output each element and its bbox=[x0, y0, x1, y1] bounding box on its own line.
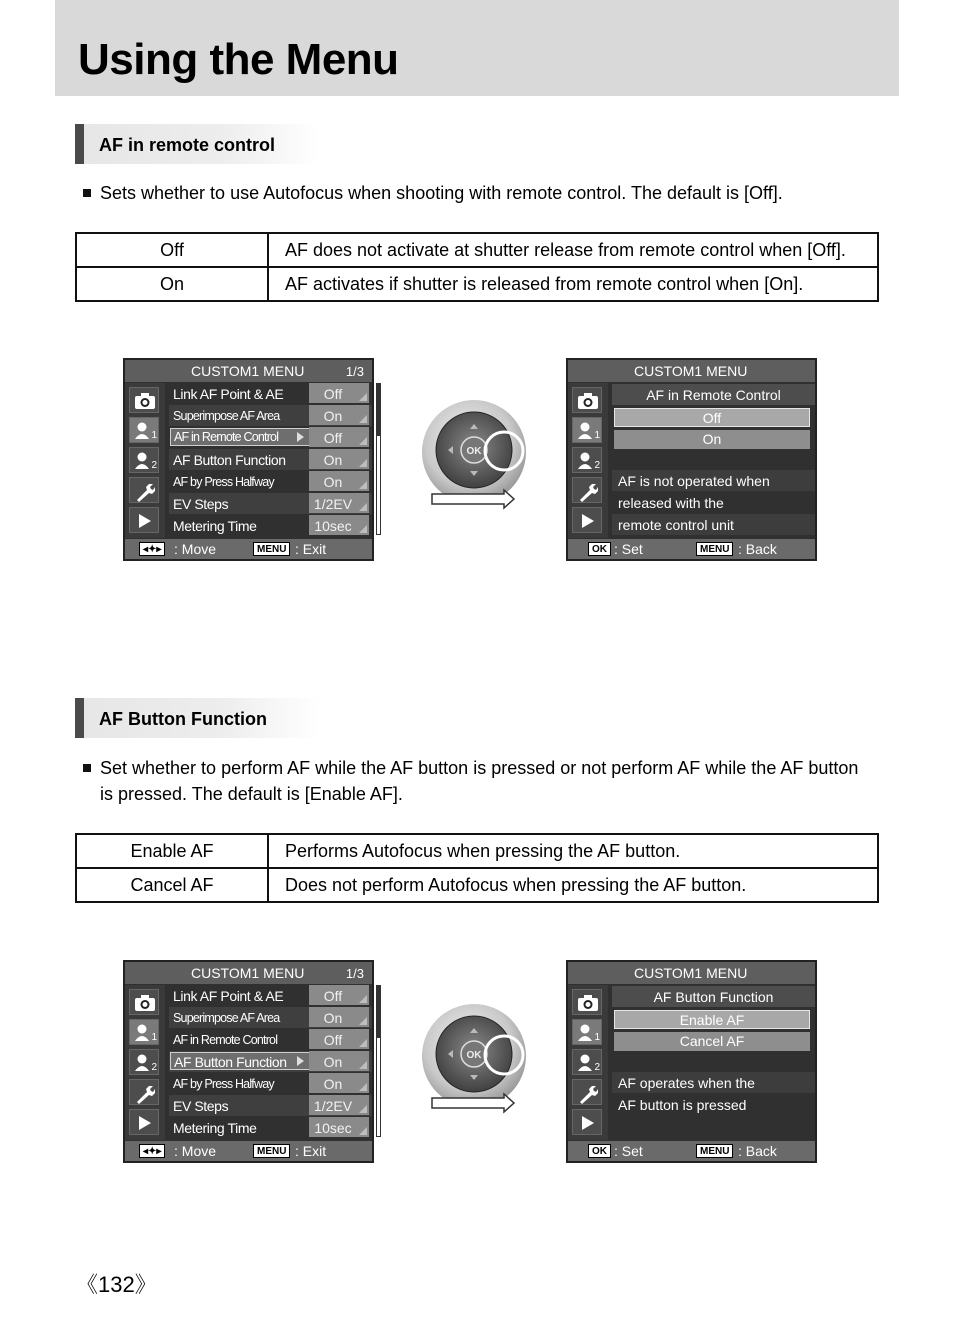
footer-move-label: : Move bbox=[174, 1143, 217, 1159]
table-row bbox=[76, 267, 878, 301]
page-title: Using the Menu bbox=[78, 35, 399, 84]
navigate-arrows-icon: ◂✦▸ bbox=[139, 1144, 165, 1158]
menu-item[interactable] bbox=[169, 493, 372, 514]
ok-dial-right-icon bbox=[418, 396, 538, 516]
menu-item-label: AF Button Function bbox=[173, 452, 286, 468]
menu-item-value-box bbox=[309, 427, 369, 447]
options-table bbox=[75, 833, 879, 903]
bullet-square-icon bbox=[83, 189, 91, 197]
menu-category-sidebar bbox=[125, 383, 165, 538]
section-heading-af-button bbox=[75, 698, 320, 738]
bullet-paragraph bbox=[83, 180, 883, 206]
menu-item[interactable] bbox=[169, 1117, 372, 1138]
svg-text:OK: OK bbox=[466, 446, 482, 457]
menu-item-value: 10sec bbox=[314, 1120, 352, 1136]
wrench-icon[interactable] bbox=[572, 477, 602, 503]
menu-item-value: Off bbox=[323, 386, 343, 402]
menu-item-value: Off bbox=[323, 988, 343, 1004]
menu-item-value: On bbox=[323, 1076, 343, 1092]
corner-triangle-icon bbox=[359, 459, 367, 467]
chevron-right-icon bbox=[297, 432, 304, 442]
menu-page-indicator: 1/3 bbox=[345, 364, 364, 379]
menu-item-value: Off bbox=[323, 1032, 343, 1048]
menu-item-value: 1/2EV bbox=[313, 1098, 353, 1114]
option-description: AF activates if shutter is released from remote control when [On]. bbox=[268, 267, 878, 301]
menu-item-label: Link AF Point & AE bbox=[173, 386, 284, 402]
menu-item-label: Metering Time bbox=[173, 518, 257, 534]
menu-footer bbox=[568, 1141, 815, 1161]
menu-key-icon: MENU bbox=[696, 542, 733, 556]
camera-submenu-screen bbox=[566, 960, 817, 1163]
menu-item-label: AF by Press Halfway bbox=[173, 475, 274, 489]
submenu-title: AF Button Function bbox=[612, 986, 815, 1007]
menu-item[interactable] bbox=[169, 1051, 372, 1072]
bullet-paragraph bbox=[83, 755, 873, 807]
footer-exit-label: : Exit bbox=[295, 1143, 327, 1159]
menu-item[interactable] bbox=[169, 985, 372, 1006]
menu-title: CUSTOM1 MENU bbox=[634, 965, 748, 981]
option-key: Enable AF bbox=[76, 834, 268, 868]
camera-icon[interactable] bbox=[129, 387, 159, 413]
camera-menu-screen bbox=[123, 960, 374, 1163]
option-description: Does not perform Autofocus when pressing the AF button. bbox=[268, 868, 878, 902]
footer-set-label: : Set bbox=[614, 541, 643, 557]
submenu-option[interactable]: On bbox=[614, 430, 810, 449]
menu-item-label: AF in Remote Control bbox=[173, 1033, 278, 1047]
custom1-person-icon[interactable] bbox=[572, 1019, 602, 1045]
menu-title-bar bbox=[568, 360, 815, 382]
menu-item-label: Superimpose AF Area bbox=[173, 1011, 280, 1025]
page-number: 《132》 bbox=[76, 1272, 157, 1297]
menu-footer bbox=[125, 539, 372, 559]
category-number: 2 bbox=[594, 460, 600, 471]
category-number: 2 bbox=[151, 1062, 157, 1073]
wrench-icon[interactable] bbox=[129, 1079, 159, 1105]
option-key: On bbox=[76, 267, 268, 301]
menu-category-sidebar bbox=[125, 985, 165, 1140]
ok-key-icon: OK bbox=[588, 1144, 611, 1158]
option-description: Performs Autofocus when pressing the AF button. bbox=[268, 834, 878, 868]
custom2-person-icon[interactable] bbox=[572, 1049, 602, 1075]
submenu-description-line: AF operates when the bbox=[612, 1072, 815, 1093]
menu-item[interactable] bbox=[169, 427, 372, 448]
play-icon[interactable] bbox=[129, 507, 159, 533]
svg-text:OK: OK bbox=[466, 1050, 482, 1061]
menu-item-label: Link AF Point & AE bbox=[173, 988, 284, 1004]
ok-dial-right-icon bbox=[418, 1000, 538, 1120]
menu-title-bar bbox=[125, 360, 372, 382]
corner-triangle-icon bbox=[359, 1083, 367, 1091]
menu-item-value: On bbox=[323, 474, 343, 490]
menu-page-indicator: 1/3 bbox=[345, 966, 364, 981]
menu-title-bar bbox=[568, 962, 815, 984]
footer-exit-label: : Exit bbox=[295, 541, 327, 557]
menu-item-value-box bbox=[309, 1073, 369, 1093]
page-header bbox=[55, 0, 899, 96]
menu-title: CUSTOM1 MENU bbox=[634, 363, 748, 379]
menu-item[interactable] bbox=[169, 1007, 372, 1028]
category-number: 2 bbox=[151, 460, 157, 471]
submenu-description-line: AF is not operated when bbox=[612, 470, 815, 491]
options-table bbox=[75, 232, 879, 302]
play-icon[interactable] bbox=[572, 507, 602, 533]
menu-item[interactable] bbox=[169, 471, 372, 492]
menu-item-label: AF by Press Halfway bbox=[173, 1077, 274, 1091]
menu-title-bar bbox=[125, 962, 372, 984]
submenu-description-line: released with the bbox=[618, 495, 724, 511]
custom2-person-icon[interactable] bbox=[129, 447, 159, 473]
menu-item-value-box bbox=[309, 383, 369, 403]
menu-title: CUSTOM1 MENU bbox=[191, 965, 305, 981]
menu-item[interactable] bbox=[169, 1095, 372, 1116]
corner-triangle-icon bbox=[359, 1039, 367, 1047]
submenu-title: AF in Remote Control bbox=[612, 384, 815, 405]
custom1-person-icon[interactable] bbox=[129, 417, 159, 443]
menu-item[interactable] bbox=[169, 449, 372, 470]
menu-item-value: On bbox=[323, 1010, 343, 1026]
corner-triangle-icon bbox=[359, 481, 367, 489]
camera-icon[interactable] bbox=[129, 989, 159, 1015]
menu-item[interactable] bbox=[169, 1029, 372, 1050]
submenu-option[interactable]: Cancel AF bbox=[614, 1032, 810, 1051]
corner-triangle-icon bbox=[359, 1061, 367, 1069]
option-key: Cancel AF bbox=[76, 868, 268, 902]
menu-item-value-box bbox=[309, 985, 369, 1005]
menu-item[interactable] bbox=[169, 515, 372, 536]
menu-item-label: AF Button Function bbox=[170, 1052, 310, 1070]
menu-item-value: 10sec bbox=[314, 518, 352, 534]
bullet-square-icon bbox=[83, 764, 91, 772]
menu-item-value-box bbox=[309, 1117, 369, 1137]
navigate-arrows-icon: ◂✦▸ bbox=[139, 542, 165, 556]
corner-triangle-icon bbox=[359, 503, 367, 511]
custom2-person-icon[interactable] bbox=[129, 1049, 159, 1075]
submenu-description-line: remote control unit bbox=[612, 514, 815, 535]
menu-footer bbox=[568, 539, 815, 559]
menu-item-value-box bbox=[309, 449, 369, 469]
menu-item-value: 1/2EV bbox=[313, 496, 353, 512]
option-description: AF does not activate at shutter release from remote control when [Off]. bbox=[268, 233, 878, 267]
menu-item-value-box bbox=[309, 471, 369, 491]
category-number: 1 bbox=[594, 430, 600, 441]
scrollbar bbox=[376, 383, 381, 535]
category-number: 1 bbox=[594, 1032, 600, 1043]
chevron-right-icon bbox=[297, 1056, 304, 1066]
menu-item[interactable] bbox=[169, 383, 372, 404]
custom1-person-icon[interactable] bbox=[572, 417, 602, 443]
section-heading-text: AF in remote control bbox=[99, 135, 276, 155]
footer-back-label: : Back bbox=[738, 1143, 777, 1159]
custom1-person-icon[interactable] bbox=[129, 1019, 159, 1045]
camera-icon[interactable] bbox=[572, 989, 602, 1015]
menu-item-label: Superimpose AF Area bbox=[173, 409, 280, 423]
corner-triangle-icon bbox=[359, 415, 367, 423]
menu-item-value-box bbox=[309, 1029, 369, 1049]
corner-triangle-icon bbox=[359, 437, 367, 445]
menu-item-value: On bbox=[323, 1054, 343, 1070]
menu-item[interactable] bbox=[169, 405, 372, 426]
menu-item-value-box bbox=[309, 405, 369, 425]
corner-triangle-icon bbox=[359, 1105, 367, 1113]
bullet-text: Sets whether to use Autofocus when shooting with remote control. The default is [Off]. bbox=[100, 183, 783, 203]
corner-triangle-icon bbox=[359, 1127, 367, 1135]
ok-key-icon: OK bbox=[588, 542, 611, 556]
menu-item-value-box bbox=[309, 1095, 369, 1115]
menu-item-value: Off bbox=[323, 430, 343, 446]
wrench-icon[interactable] bbox=[572, 1079, 602, 1105]
corner-triangle-icon bbox=[359, 393, 367, 401]
scrollbar-thumb bbox=[377, 986, 380, 1038]
menu-key-icon: MENU bbox=[253, 542, 290, 556]
menu-item-value-box bbox=[309, 493, 369, 513]
menu-item-value: On bbox=[323, 408, 343, 424]
option-key: Off bbox=[76, 233, 268, 267]
custom2-person-icon[interactable] bbox=[572, 447, 602, 473]
menu-category-sidebar bbox=[568, 985, 608, 1140]
menu-item-label: Metering Time bbox=[173, 1120, 257, 1136]
play-icon[interactable] bbox=[129, 1109, 159, 1135]
footer-back-label: : Back bbox=[738, 541, 777, 557]
footer-move-label: : Move bbox=[174, 541, 217, 557]
heading-bar bbox=[75, 124, 84, 164]
bullet-text: Set whether to perform AF while the AF button is pressed or not perform AF while the AF button is pressed. The default is [Enable AF]. bbox=[100, 758, 859, 804]
menu-item-value-box bbox=[309, 1007, 369, 1027]
menu-item-value-box bbox=[309, 515, 369, 535]
category-number: 2 bbox=[594, 1062, 600, 1073]
camera-icon[interactable] bbox=[572, 387, 602, 413]
scrollbar-thumb bbox=[377, 384, 380, 436]
heading-bar bbox=[75, 698, 84, 738]
table-row bbox=[76, 233, 878, 267]
submenu-option[interactable]: Enable AF bbox=[614, 1010, 810, 1029]
submenu-option[interactable]: Off bbox=[614, 408, 810, 427]
table-row bbox=[76, 834, 878, 868]
menu-footer bbox=[125, 1141, 372, 1161]
table-row bbox=[76, 868, 878, 902]
camera-submenu-screen bbox=[566, 358, 817, 561]
scrollbar bbox=[376, 985, 381, 1137]
menu-item-label: EV Steps bbox=[173, 496, 229, 512]
category-number: 1 bbox=[151, 430, 157, 441]
menu-item[interactable] bbox=[169, 1073, 372, 1094]
menu-category-sidebar bbox=[568, 383, 608, 538]
corner-triangle-icon bbox=[359, 525, 367, 533]
menu-key-icon: MENU bbox=[253, 1144, 290, 1158]
camera-menu-screen bbox=[123, 358, 374, 561]
menu-item-label: AF in Remote Control bbox=[170, 428, 310, 446]
corner-triangle-icon bbox=[359, 1017, 367, 1025]
section-heading-text: AF Button Function bbox=[99, 709, 267, 729]
menu-item-value-box bbox=[309, 1051, 369, 1071]
wrench-icon[interactable] bbox=[129, 477, 159, 503]
corner-triangle-icon bbox=[359, 995, 367, 1003]
submenu-description-line: AF button is pressed bbox=[618, 1097, 747, 1113]
menu-title: CUSTOM1 MENU bbox=[191, 363, 305, 379]
menu-item-label: EV Steps bbox=[173, 1098, 229, 1114]
category-number: 1 bbox=[151, 1032, 157, 1043]
play-icon[interactable] bbox=[572, 1109, 602, 1135]
footer-set-label: : Set bbox=[614, 1143, 643, 1159]
section-heading-af-remote bbox=[75, 124, 320, 164]
menu-key-icon: MENU bbox=[696, 1144, 733, 1158]
menu-item-value: On bbox=[323, 452, 343, 468]
